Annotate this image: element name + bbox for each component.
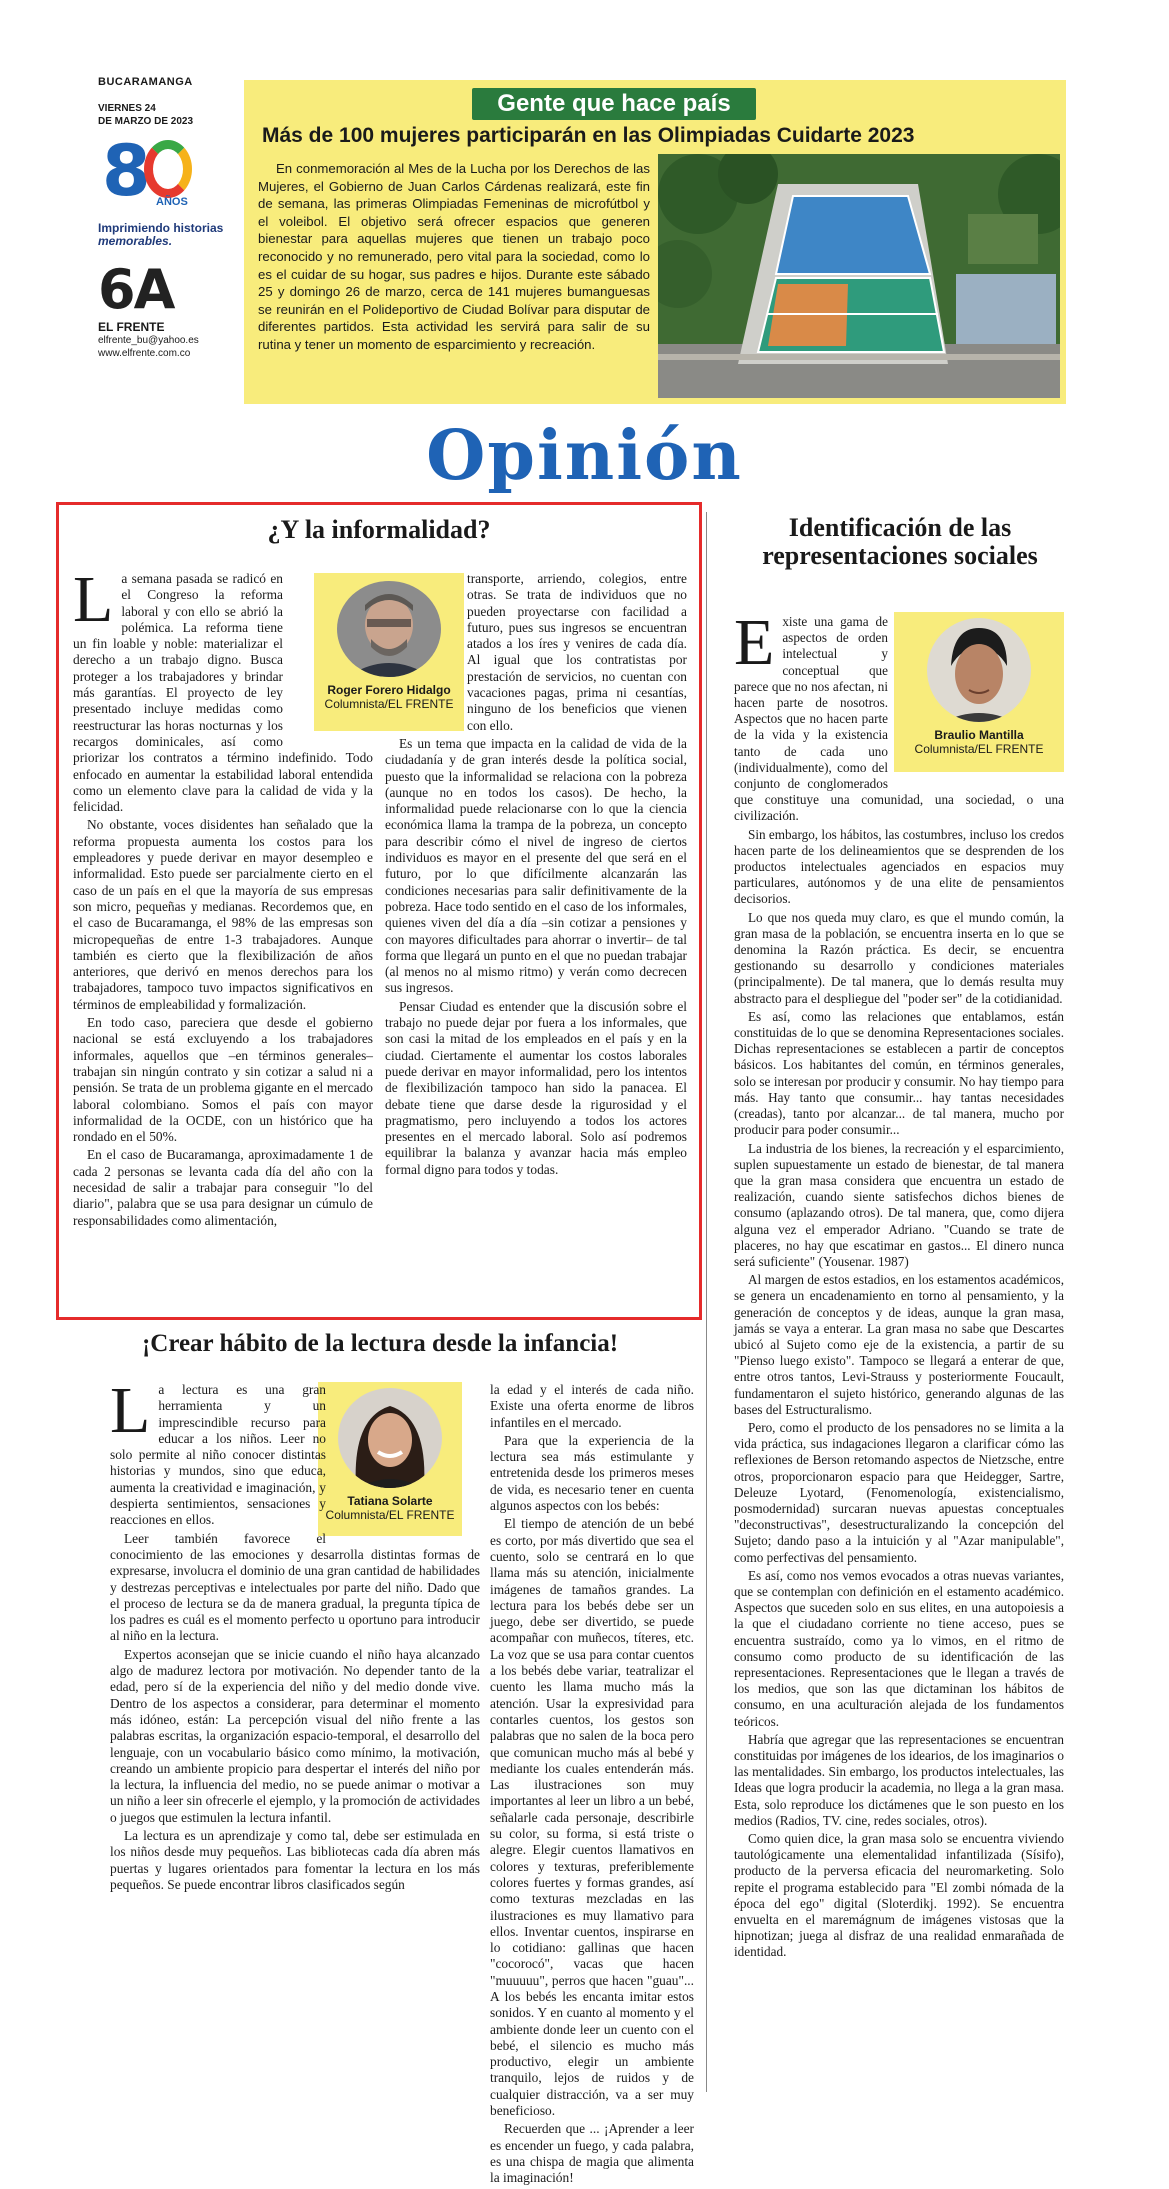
tagline	[98, 222, 238, 248]
paragraph: la edad y el interés de cada niño. Existe una oferta enorme de libros infantiles en el mercado.	[490, 1382, 694, 1430]
article-column-2	[385, 571, 687, 1180]
card-spacer	[888, 614, 1064, 780]
article-column-1	[73, 563, 373, 1231]
article-title: ¿Y la informalidad?	[267, 515, 491, 544]
article-column-1	[734, 606, 1064, 1963]
paragraph: Pensar Ciudad es entender que la discusión sobre el trabajo no puede dejar por fuera a los informales, que son casi la mitad de los empleados en el país y en la ciudad. Ciertamente el aumentar los costos laborales puede derivar en mayor informalidad, pero los intentos de flexibilización tampoco han sido la panacea. El debate tiene que darse desde la rigurosidad y el pragmatismo, pero incluyendo a todos los actores presentes en el mercado laboral. Solo así podremos equilibrar la balanza y avanzar hacia más empleo formal digno para todos y todas.	[385, 998, 687, 1177]
card-spacer	[385, 571, 467, 735]
masthead	[98, 76, 238, 360]
anniversary-word: AÑOS	[156, 196, 188, 208]
paragraph: La lectura es un aprendizaje y como tal, debe ser estimulada en los niños desde muy pequeños. Las bibliotecas cada día abren más puertas y lugares orientados para fomentar la lectura en los más pequeños. Se puede encontrar libros clasificados según	[110, 1828, 480, 1892]
article-column-1	[110, 1374, 480, 1895]
card-spacer	[326, 1382, 480, 1542]
paragraph: Al margen de estos estadios, en los estamentos académicos, se genera un encadenamiento en torno al pensamiento, y la generación de conceptos y de ideas, aunque la gran masa, jamás se vaya a enterar. La gran masa no sabe que Descartes ubicó al Sujeto como eje de la existencia, a partir de su "Pienso luego existo". Tampoco se llegará a enterar de que, entre otros tantos, Levi-Strauss y posteriormente Foucault, fundamentaron el sujeto histórico, generando algunas de las bases del Estructuralismo.	[734, 1272, 1064, 1417]
anniversary-logo	[98, 130, 208, 222]
feature-banner: Gente que hace país	[472, 88, 756, 120]
card-spacer	[283, 571, 373, 735]
author-name: Braulio Mantilla	[934, 728, 1024, 742]
article-informalidad-frame	[56, 502, 702, 1320]
paragraph-text: xiste una gama de aspectos de orden intelectual y conceptual que parece que no nos afectan, ni hacen parte de nosotros. Aspectos que no hacen parte de la vida y la existencia tanto de cada uno (individualmente), como del conjunto de conglomerados que constituye una comunidad, una sociedad, o una civilización.	[734, 614, 1064, 824]
paragraph: Habría que agregar que las representaciones se encuentran constituidas por imágenes de los idearios, de los imaginarios o las mentalidades. Sin embargo, los productos intelectuales, las Ideas que logra producir la academia, no llega a la gran masa. Esta, solo reproduce los dictámenes que le son puesto en los medios (Radios, TV. cine, redes sociales, otros).	[734, 1731, 1064, 1828]
feature-photo	[658, 154, 1060, 398]
paragraph: Para que la experiencia de la lectura sea más estimulante y entretenida desde los primeros meses de vida, es necesario tener en cuenta algunos aspectos con los bebés:	[490, 1432, 694, 1514]
drop-cap: L	[73, 563, 114, 636]
paragraph: Es un tema que impacta en la calidad de vida de la ciudadanía y de gran interés desde la política social, puesto que la informalidad se relaciona con la pobreza (aunque no en todos los casos). De hecho, la informalidad puede relacionarse con lo que la ciencia económica llama la trampa de la pobreza, un concepto para describir cómo el nivel de ingreso de ciertos individuos es mayor en el presente del que será en el futuro, por lo que difícilmente alcanzarán las condiciones necesarias para salir definitivamente de la pobreza. Hace todo sentido en el caso de los informales, quienes viven del día a día –sin cotizar a pensiones y con mayores dificultades para ahorrar o invertir– de tal forma que llegará un punto en el que no puedan trabajar (al menos no al mismo ritmo) y verán como decrecen sus ingresos.	[385, 735, 687, 996]
paragraph: Es así, como las relaciones que entablamos, están constituidas de lo que se denomina Representaciones sociales. Dichas representaciones se establecen a partir de conceptos básicos. Los habitantes del común, en términos generales, solo se interesan por producir y consumir. No hay tiempo para más. Hay tanto que consumir... hay tantas necesidades (creadas), tanto por alcanzar... de tal manera, mucho por producir para poder consumir...	[734, 1008, 1064, 1138]
feature-body: En conmemoración al Mes de la Lucha por los Derechos de las Mujeres, el Gobierno de Juan Carlos Cárdenas realizará, este fin de semana, las primeras Olimpiadas Femeninas de microfútbol y el voleibol. El objetivo será ofrecer espacios que generen bienestar para aquellas mujeres que tienen un trabajo poco reconocido y no remunerado, pero vital para la sociedad, como lo es el cuidar de su hogar, sus padres e hijos. Durante este sábado 25 y domingo 26 de marzo, cerca de 141 mujeres bumanguesas se reunirán en el Polideportivo de Ciudad Bolívar para disputar de diferentes partidos. Esta actividad les servirá para salir de su rutina y tener un momento de esparcimiento y recreación.	[258, 161, 650, 352]
paragraph: No obstante, voces disidentes han señalado que la reforma propuesta aumenta los costos para los empleadores y puede derivar en mayor desempleo e informalidad. Esto puede ser parcialmente cierto en el caso de un país en el que la mayoría de sus empresas son micro, pequeñas y medianas. Recordemos que, en el caso de Bucaramanga, el 98% de las empresas son micropequeñas de entre 1-3 trabajadores. Aunque también es cierto que la flexibilización de años anteriores, que derivó en menos derechos para los trabajadores, tampoco tuvo impactos significativos en términos de empleabilidad y formalización.	[73, 817, 373, 1012]
date-line-1: VIERNES 24	[98, 103, 156, 114]
feature-box	[244, 80, 1066, 404]
paragraph: El tiempo de atención de un bebé es corto, por más divertido que sea el cuento, solo se centrará en lo que llama más su atención, inicialmente imágenes de tamaños grandes. La lectura para los bebés debe ser un juego, debe ser divertido, se puede acompañar con muñecos, títeres, etc. La voz que se usa para contar cuentos a los bebés debe variar, teatralizar el cuento les llama mucho más la atención. Usar la expresividad para contarles cuentos, los gestos son palabras que no salen de la boca pero que comunican mucho más al bebé y mediante los cuales entenderán más. Las ilustraciones son muy importantes al leer un libro a un bebé, señalarle cada personaje, describirle su color, su forma, si está triste o alegre. Elegir cuentos llamativos en colores y texturas, preferiblemente colores fuertes y formas grandes, así como texturas mezcladas en las ilustraciones es muy llamativo para ellos. Inventar cuentos, inspirarse en lo cotidiano: gallinas que hacen "cocorocó", vacas que hacen "muuuuu", perros que hacen "guau"... A los bebés les encanta imitar estos sonidos. Y en cuanto al momento y el ambiente donde leer un cuento con el bebé, el silencio es mucho más productivo, elegir un ambiente tranquilo, lejos de ruidos y de cualquier distracción, va a ser muy beneficioso.	[490, 1516, 694, 2119]
paper-name: EL FRENTE	[98, 320, 165, 334]
author-name: Roger Forero Hidalgo	[327, 683, 451, 697]
paragraph: Sin embargo, los hábitos, las costumbres, incluso los credos hacen parte de los delineamientos que se desprenden de los productos intelectuales agenciados en espacios muy particulares, autónomos y de una elite de pensamientos decisorios.	[734, 826, 1064, 907]
paragraph: Leer también favorece el conocimiento de las emociones y desarrolla distintas formas de expresarse, involucra el dominio de una gran cantidad de habilidades y destrezas perceptivas e intelectuales por parte del niño. Dado que el proceso de lectura se da de manera gradual, la pregunta típica de los padres es cuál es el momento perfecto u oportuno para introducir al niño en la lectura.	[110, 1530, 480, 1644]
paragraph-text: a semana pasada se radicó en el Congreso la reforma laboral y con ello se abrió la polémica. La reforma tiene un fin loable y noble: materializar el derecho a un trabajo digno. Busca proteger a los trabajadores y brindar más garantías. El proyecto de ley presentado incluye medidas como reestructurar las horas nocturnas y los recargos dominicales, así como priorizar los contratos a término indefinido. Todo enfocado en aumentar la estabilidad laboral entendida como un elemento clave para la calidad de vida y la felicidad.	[73, 571, 373, 815]
contact-web: www.elfrente.com.co	[98, 348, 191, 359]
paragraph: La industria de los bienes, la recreación y el esparcimiento, suplen supuestamente un estado de bienestar, de tal manera que la gran masa considera que encuentra un estado de realización, cuando siente satisfechos dichos bienes de consumo (aplazando otros). De tal manera, que, como dijera alguna vez el emperador Adriano. "Cuando se trate de placeres, no hay que escatimar en gastos... El dinero nunca será suficiente" (Yousenar. 1987)	[734, 1140, 1064, 1269]
feature-title: Más de 100 mujeres participarán en las Olimpiadas Cuidarte 2023	[262, 124, 915, 147]
paragraph: En el caso de Bucaramanga, aproximadamente 1 de cada 2 personas se levanta cada día del año con la necesidad de salir a trabajar para conseguir "lo del diario", palabra que se usa para designar un cúmulo de responsabilidades como alimentación,	[73, 1147, 373, 1228]
tagline-line-2: memorables.	[98, 234, 173, 248]
article-title: ¡Crear hábito de la lectura desde la infancia!	[141, 1330, 619, 1357]
paragraph: En todo caso, pareciera que desde el gobierno nacional se está excluyendo a los trabajadores informales, aquellos que –en términos generales– trabajan sin ningún contrato y sin cotizar a salud ni a pensión. Se trata de un problema gigante en el mercado laboral colombiano. Somos el país con mayor informalidad de la OCDE, con un histórico que ha rondado en el 50%.	[73, 1015, 373, 1145]
anniversary-ring-icon	[144, 140, 192, 198]
paragraph: Expertos aconsejan que se inicie cuando el niño haya alcanzado algo de madurez lectora por motivación. No depender tanto de la edad, pero sí de la experiencia del niño y del medio donde vive. Dentro de los aspectos a considerar, para determinar el momento más idóneo, están: La percepción visual del niño frente a las palabras escritas, la organización espacio-temporal, el desarrollo del lenguaje, con un vocabulario básico como mínimo, la motivación, creando un ambiente propicio para despertar el interés del niño por la lectura, la influencia del medio, no se puede animar o motivar a un niño a leer sin ofrecerle el ejemplo, y la promoción de actividades o juegos que estimulen la lectura infantil.	[110, 1646, 480, 1825]
article-title: Identificación de las representaciones sociales	[762, 513, 1038, 570]
article-column-2	[490, 1382, 694, 2189]
author-name: Tatiana Solarte	[347, 1494, 433, 1508]
date-line-2: DE MARZO DE 2023	[98, 116, 194, 127]
paragraph: Recuerden que ... ¡Aprender a leer es encender un fuego, y cada palabra, es una chispa de magia que alimenta la imaginación!	[490, 2121, 694, 2186]
sports-court-aerial-image	[658, 154, 1060, 398]
author-role: Columnista/EL FRENTE	[324, 697, 454, 711]
column-divider	[706, 512, 707, 2092]
paragraph: Es así, como nos vemos evocados a otras nuevas variantes, que se contemplan con definición en el estamento académico. Aspectos que suceden solo en sus elites, en una autopoiesis a la que el ciudadano corriente no tiene acceso, pues se encuentra sustraído, como ya lo vimos, en el ritmo de consumo como producto de su identificación de las representaciones. Representaciones que le llegan a través de los medios, que son las que dictaminan los hábitos de consumo, en una aculturación alejada de los fundamentos teóricos.	[734, 1567, 1064, 1729]
anniversary-eight: 8	[102, 130, 151, 212]
section-heading: Opinión	[426, 416, 743, 496]
drop-cap: E	[734, 606, 775, 679]
author-role: Columnista/EL FRENTE	[325, 1508, 455, 1522]
paragraph-text: a lectura es una gran herramienta y un imprescindible recurso para educar a los niños. Leer no solo permite al niño conocer distintas historias y mundos, sino que educa, aumenta la creatividad e imaginación, y despierta sentimientos, sensaciones y reacciones en ellos.	[110, 1382, 326, 1528]
issue-date	[98, 102, 238, 128]
drop-cap: L	[110, 1374, 151, 1447]
paragraph: Como quien dice, la gran masa solo se encuentra viviendo tautológicamente una elementalidad infantilizada (Sísifo), producto de la perversa eficacia del neuromarketing. Solo repite el programa establecido para "El zombi nómada de la época del ego" digital (Sloterdikj. 1992). Se encuentra envuelta en el maremágnum de imágenes vistosas que la hipnotizan; juega al disfraz de una realidad enmarañada de identidad.	[734, 1831, 1064, 1960]
city-label: BUCARAMANGA	[98, 76, 193, 88]
paragraph: Lo que nos queda muy claro, es que el mundo común, la gran masa de la población, se encuentra inserta en lo que se denomina la Razón práctica. Es decir, se encuentra gestionando su desarrollo y condiciones materiales (principalmente). De tal manera, que lo demás resulta muy abstracto para el despliegue del "poder ser" de la cotidianidad.	[734, 909, 1064, 1006]
author-role: Columnista/EL FRENTE	[914, 742, 1044, 756]
paragraph: Pero, como el producto de los pensadores no se limita a la vida práctica, sus indagaciones llegaron a clarificar cómo las reflexiones de Berson retomando aspectos de Nietzsche, entre otros, proporcionaron espacio para que Heidegger, Sartre, Deleuze Lyotard, (Fenomenología, existencialismo, posmodernidad) surcaran nuevas apuestas conceptuales "deconstructivas", desestructuralizando la concepción del Sujeto; dando paso a la intuición y al "Azar manipulable", como perfectivas del pensamiento.	[734, 1419, 1064, 1565]
contact-email: elfrente_bu@yahoo.es	[98, 335, 199, 346]
tagline-line-1: Imprimiendo historias	[98, 221, 224, 235]
page-number: 6A	[98, 258, 174, 321]
paragraph: transporte, arriendo, colegios, entre otras. Se trata de individuos que no pueden proyectarse con facilidad a futuro, pues sus ingresos se encuentran atados a los íres y venires de cada día. Al igual que los contratistas por prestación de servicios, no cuentan con vacaciones pagas, prima ni cesantías, ninguno de los beneficios que vienen con ello.	[467, 571, 687, 733]
